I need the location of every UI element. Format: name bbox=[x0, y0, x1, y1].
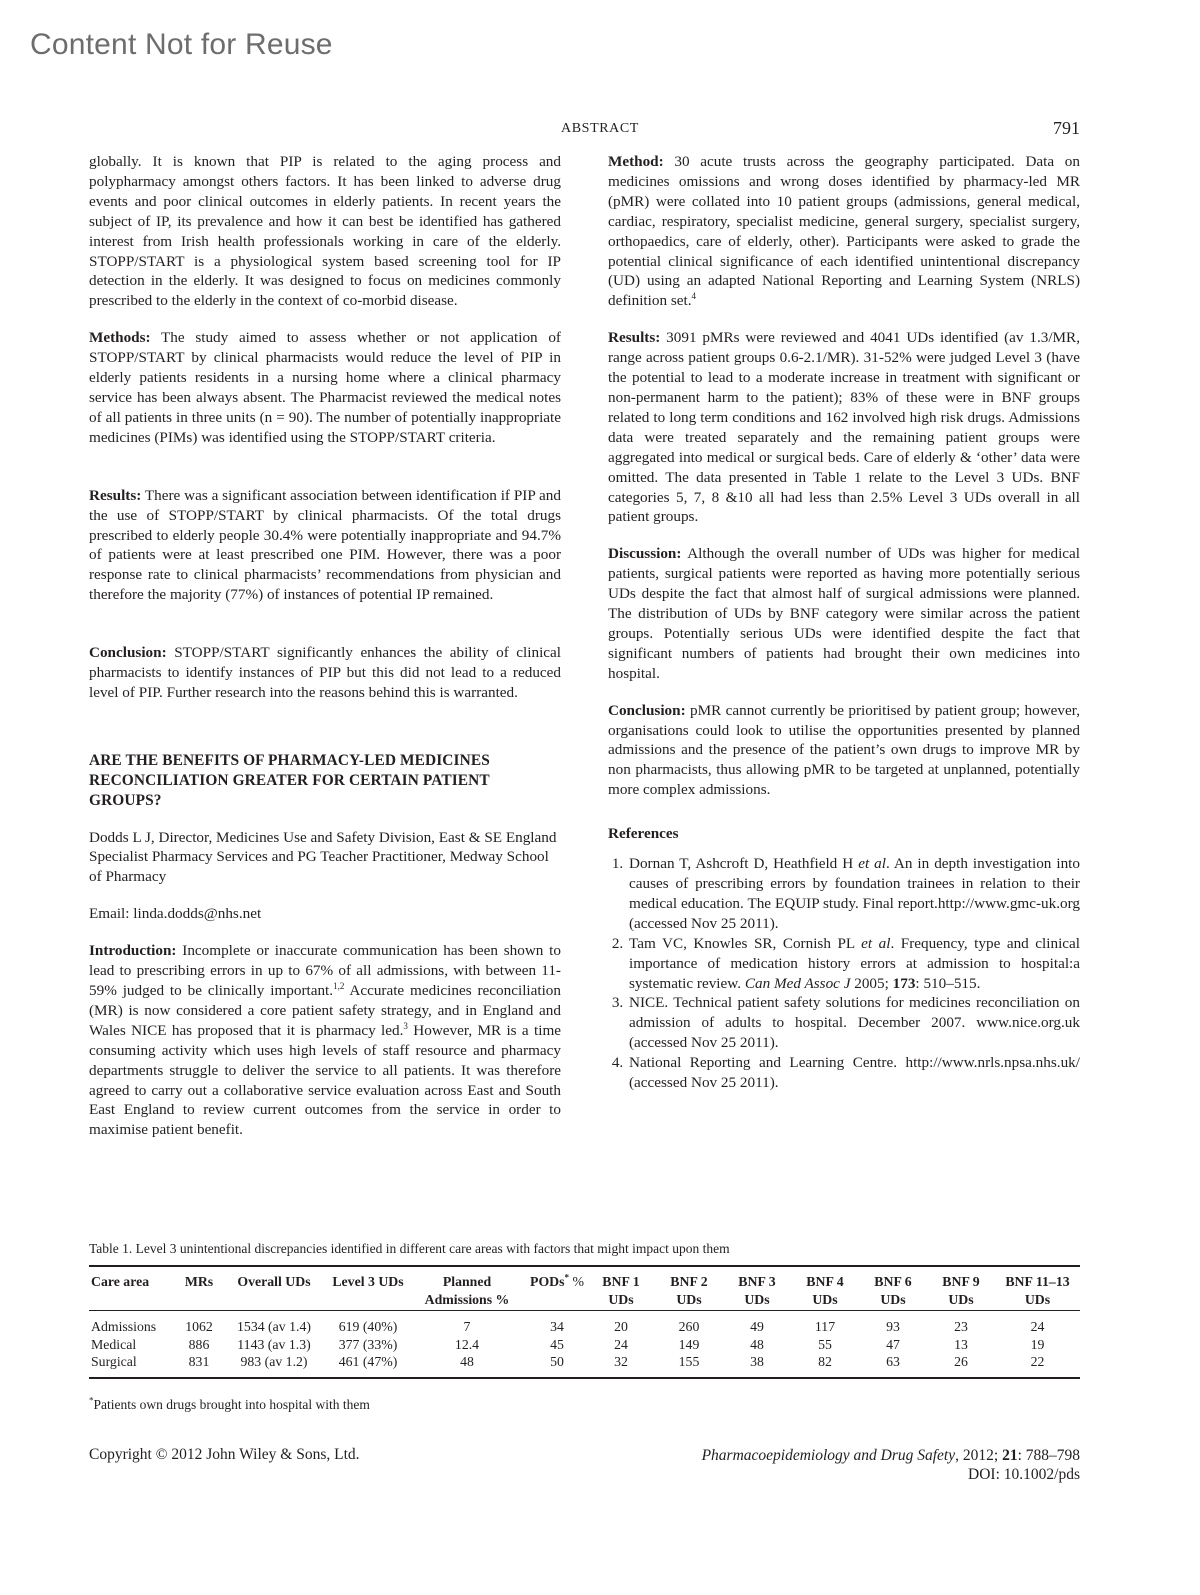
doi: DOI: 10.1002/pds bbox=[968, 1466, 1080, 1483]
reference-list bbox=[608, 854, 1080, 1093]
results-label: Results: bbox=[89, 486, 142, 504]
journal-name: Pharmacoepidemiology and Drug Safety bbox=[701, 1447, 956, 1464]
results-label: Results: bbox=[608, 329, 661, 347]
running-head: ABSTRACT bbox=[561, 121, 639, 136]
reference-item: 1. Dornan T, Ashcroft D, Heathfield H et al. An in depth investigation into causes of prescribing errors by foundation trainees in relation to their medical education. The EQUIP study. Final report.http://www.gmc-uk.org (accessed Nov 25 2011). bbox=[627, 854, 1080, 934]
left-column bbox=[89, 152, 561, 1140]
conclusion-paragraph bbox=[89, 643, 561, 703]
column-header: BNF 6 UDs bbox=[874, 1274, 912, 1307]
column-header: BNF 1 UDs bbox=[602, 1274, 640, 1307]
right-column bbox=[608, 152, 1080, 1093]
abstract-title: ARE THE BENEFITS OF PHARMACY-LED MEDICINES RECONCILIATION GREATER FOR CERTAIN PATIENT GROUPS? bbox=[89, 751, 490, 809]
citation-superscript: 4 bbox=[691, 291, 697, 302]
reference-item: 2. Tam VC, Knowles SR, Cornish PL et al. Frequency, type and clinical importance of medication history errors at admission to hospital:a systematic review. Can Med Assoc J 2005; 173: 510–515. bbox=[627, 934, 1080, 994]
methods-label: Methods: bbox=[89, 329, 151, 347]
conclusion-label: Conclusion: bbox=[608, 701, 686, 719]
column-header: MRs bbox=[184, 1274, 214, 1289]
data-table bbox=[89, 1265, 1080, 1379]
table-row: Admissions 1062 1534 (av 1.4) 619 (40%) 7 34 20 260 49 117 93 23 24 bbox=[91, 1319, 1045, 1334]
introduction-text-c: However, MR is a time consuming activity which uses high levels of staff resource and pharmacy departments struggle to deliver the service to all patients. It was therefore agreed to carry out a collaborative service evaluation across East and South East England to review current outcomes from the service in order to maximise patient benefit. bbox=[89, 1021, 561, 1139]
column-header: BNF 11–13 UDs bbox=[1005, 1274, 1070, 1307]
page-number: 791 bbox=[1053, 118, 1080, 138]
reference-item: 3. NICE. Technical patient safety solutions for medicines reconciliation on admission of adults to hospital. December 2007. www.nice.org.uk (accessed Nov 25 2011). bbox=[627, 993, 1080, 1053]
journal-citation: Pharmacoepidemiology and Drug Safety, 2012; 21: 788–798 DOI: 10.1002/pds bbox=[701, 1447, 1080, 1483]
introduction-text-a: Incomplete or inaccurate communication has been shown to lead to prescribing errors in up to 67% of all admissions, with between 11-59% judged to be clinically important. bbox=[89, 942, 561, 999]
results-paragraph-right bbox=[608, 328, 1080, 527]
discussion-label: Discussion: bbox=[608, 545, 682, 563]
discussion-paragraph bbox=[608, 544, 1080, 683]
intro-paragraph: globally. It is known that PIP is related to the aging process and polypharmacy amongst others factors. It has been linked to adverse drug events and poor clinical outcomes in elderly patients. In recent years the subject of IP, its prevalence and how it can best be identified has gathered interest from Irish health professionals working in care of the elderly. STOPP/START is a physiological system based screening tool for IP detection in the elderly. It was designed to focus on medicines commonly prescribed to the elderly in the context of co-morbid disease. bbox=[89, 153, 561, 310]
method-paragraph bbox=[608, 152, 1080, 311]
results-text: 3091 pMRs were reviewed and 4041 UDs identified (av 1.3/MR, range across patient groups 0.6-2.1/MR). 31-52% were judged Level 3 (have the potential to lead to a moderate increase in treatment with significant or non-permanent harm to the patient); 83% of these were in BNF groups related to long term conditions and 162 involved high risk drugs. Admissions data were treated separately and the remaining patient groups were aggregated into medical or surgical beds. Care of elderly & ‘other’ data were omitted. The data presented in Table 1 relate to the Level 3 UDs. BNF categories 5, 7, 8 &10 all had less than 2.5% Level 3 UDs overall in all patient groups. bbox=[608, 329, 1080, 526]
column-header: Level 3 UDs bbox=[332, 1274, 404, 1289]
results-text: There was a significant association between identification if PIP and the use of STOPP/START by clinical pharmacists. Of the total drugs prescribed to elderly people 30.4% were potentially inappropriate and 94.7% of patients were at least prescribed one PIM. However, there was a poor response rate to clinical pharmacists’ recommendations from physician and therefore the majority (77%) of instances of potential IP remained. bbox=[89, 486, 561, 604]
column-header: BNF 3 UDs bbox=[738, 1274, 776, 1307]
citation-superscript: 1,2 bbox=[333, 980, 345, 991]
introduction-label: Introduction: bbox=[89, 942, 177, 960]
table-header-row bbox=[89, 1266, 1080, 1311]
table-caption: Table 1. Level 3 unintentional discrepancies identified in different care areas with factors that might impact upon them bbox=[89, 1241, 730, 1256]
table-row: Medical 886 1143 (av 1.3) 377 (33%) 12.4 45 24 149 48 55 47 13 19 bbox=[91, 1336, 1045, 1352]
introduction-paragraph bbox=[89, 941, 561, 1140]
table-row: Surgical 831 983 (av 1.2) 461 (47%) 48 50 32 155 38 82 63 26 22 bbox=[89, 1353, 1080, 1378]
results-paragraph bbox=[89, 486, 561, 605]
references-heading: References bbox=[608, 825, 679, 843]
watermark: Content Not for Reuse bbox=[30, 28, 333, 61]
discussion-text: Although the overall number of UDs was higher for medical patients, surgical patients were reported as having more potentially serious UDs despite the fact that almost half of surgical admissions were planned. The distribution of UDs by BNF category were similar across the patient groups. Potentially serious UDs were identified despite the fact that significant numbers of patients had brought their own medicines into hospital. bbox=[608, 545, 1080, 682]
column-header: Planned Admissions % bbox=[424, 1274, 510, 1307]
footnote-marker: * bbox=[564, 1272, 570, 1283]
conclusion-text: STOPP/START significantly enhances the ability of clinical pharmacists to identify instances of PIP but this did not lead to a reduced level of PIP. Further research into the reasons behind this is warranted. bbox=[89, 644, 561, 701]
reference-item: 4. National Reporting and Learning Centre. http://www.nrls.npsa.nhs.uk/ (accessed Nov 25 2011). bbox=[627, 1053, 1080, 1093]
footnote-marker: * bbox=[89, 1395, 94, 1406]
column-header: BNF 9 UDs bbox=[942, 1274, 980, 1307]
column-header: Care area bbox=[91, 1274, 150, 1289]
conclusion-text: pMR cannot currently be prioritised by patient group; however, organisations could look to utilise the opportunities presented by planned admissions and the presence of the patient’s own drugs to improve MR by non pharmacists, thus allowing pMR to be targeted at unplanned, potentially more complex admissions. bbox=[608, 701, 1080, 799]
email: Email: linda.dodds@nhs.net bbox=[89, 905, 262, 923]
introduction-text-b: Accurate medicines reconciliation (MR) is now considered a core patient safety strategy, and in England and Wales NICE has proposed that it is pharmacy led. bbox=[89, 982, 561, 1039]
conclusion-paragraph-right bbox=[608, 701, 1080, 801]
column-header: PODs* % bbox=[530, 1272, 584, 1289]
citation-superscript: 3 bbox=[403, 1020, 408, 1031]
column-header: BNF 2 UDs bbox=[670, 1274, 708, 1307]
conclusion-label: Conclusion: bbox=[89, 644, 167, 662]
method-text: 30 acute trusts across the geography participated. Data on medicines omissions and wrong doses identified by pharmacy-led MR (pMR) were collated into 10 patient groups (admissions, general medical, cardiac, respiratory, specialist medicine, general surgery, specialist surgery, orthopaedics, care of elderly, other). Participants were asked to grade the potential clinical significance of each identified unintentional discrepancy (UD) using an adapted National Reporting and Learning System (NRLS) definition set. bbox=[608, 153, 1080, 310]
column-header: Overall UDs bbox=[237, 1274, 311, 1289]
table-footnote: *Patients own drugs brought into hospital with them bbox=[89, 1395, 370, 1412]
methods-text: The study aimed to assess whether or not application of STOPP/START by clinical pharmacists would reduce the level of PIP in elderly patients residents in a nursing home where a clinical pharmacy service has been always absent. The Pharmacist reviewed the medical notes of all patients in three units (n = 90). The number of potentially inappropriate medicines (PIMs) was identified using the STOPP/START criteria. bbox=[89, 329, 561, 446]
authors: Dodds L J, Director, Medicines Use and Safety Division, East & SE England Specialist Pharmacy Services and PG Teacher Practitioner, Medway School of Pharmacy bbox=[89, 828, 557, 886]
copyright: Copyright © 2012 John Wiley & Sons, Ltd. bbox=[89, 1446, 360, 1463]
method-label: Method: bbox=[608, 153, 664, 170]
methods-paragraph bbox=[89, 328, 561, 447]
column-header: BNF 4 UDs bbox=[806, 1274, 844, 1307]
